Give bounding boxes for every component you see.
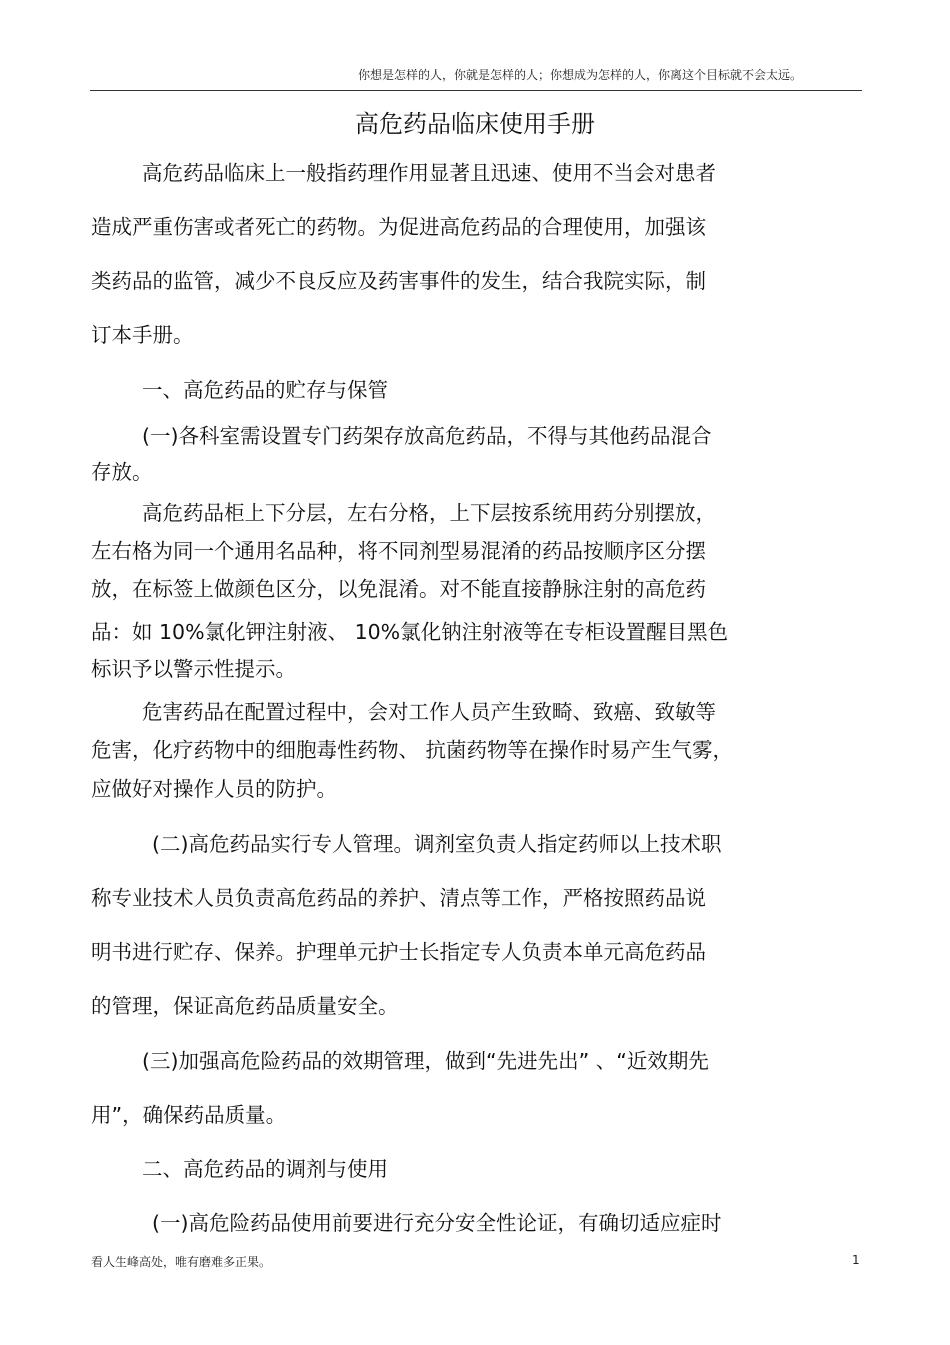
text-line: (一)各科室需设置专门药架存放高危药品，不得与其他药品混合 xyxy=(142,424,712,448)
text-line: (三)加强高危险药品的效期管理，做到“先进先出” 、“近效期先 xyxy=(142,1049,709,1073)
text-line: 造成严重伤害或者死亡的药物。为促进高危药品的合理使用，加强该 xyxy=(91,215,706,239)
text-line: 用”，确保药品质量。 xyxy=(91,1103,287,1127)
section-heading: 二、高危药品的调剂与使用 xyxy=(142,1157,388,1181)
text-line: 明书进行贮存、保养。护理单元护士长指定专人负责本单元高危药品 xyxy=(91,940,706,964)
section-heading: 一、高危药品的贮存与保管 xyxy=(142,378,388,402)
text-line: (二)高危药品实行专人管理。调剂室负责人指定药师以上技术职 xyxy=(152,832,722,856)
header-divider xyxy=(90,90,862,91)
text-line: 存放。 xyxy=(91,460,153,484)
text-line: 高危药品柜上下分层，左右分格，上下层按系统用药分别摆放， xyxy=(142,501,716,525)
text-line: 品：如 10%氯化钾注射液、 10%氯化钠注射液等在专柜设置醒目黑色 xyxy=(91,620,729,644)
text-line: 类药品的监管，减少不良反应及药害事件的发生，结合我院实际，制 xyxy=(91,269,706,293)
text-line: 危害药品在配置过程中，会对工作人员产生致畸、致癌、致敏等 xyxy=(142,700,716,724)
text-line: 危害，化疗药物中的细胞毒性药物、 抗菌药物等在操作时易产生气雾， xyxy=(91,738,734,762)
text-line: 放，在标签上做颜色区分，以免混淆。对不能直接静脉注射的高危药 xyxy=(91,577,706,601)
page-header-quote: 你想是怎样的人，你就是怎样的人；你想成为怎样的人，你离这个目标就不会太远。 xyxy=(357,68,802,82)
page-number: 1 xyxy=(852,1253,860,1267)
text-line: (一)高危险药品使用前要进行充分安全性论证，有确切适应症时 xyxy=(152,1211,722,1235)
text-line: 称专业技术人员负责高危药品的养护、清点等工作，严格按照药品说 xyxy=(91,886,706,910)
text-line: 订本手册。 xyxy=(91,323,194,347)
text-line: 标识予以警示性提示。 xyxy=(91,657,296,681)
document-title: 高危药品临床使用手册 xyxy=(355,110,595,138)
text-line: 的管理，保证高危药品质量安全。 xyxy=(91,994,399,1018)
text-line: 左右格为同一个通用名品种，将不同剂型易混淆的药品按顺序区分摆 xyxy=(91,539,706,563)
text-line: 高危药品临床上一般指药理作用显著且迅速、使用不当会对患者 xyxy=(142,161,716,185)
page-footer-quote: 看人生峰高处，唯有磨难多正果。 xyxy=(91,1255,272,1269)
text-line: 应做好对操作人员的防护。 xyxy=(91,777,337,801)
